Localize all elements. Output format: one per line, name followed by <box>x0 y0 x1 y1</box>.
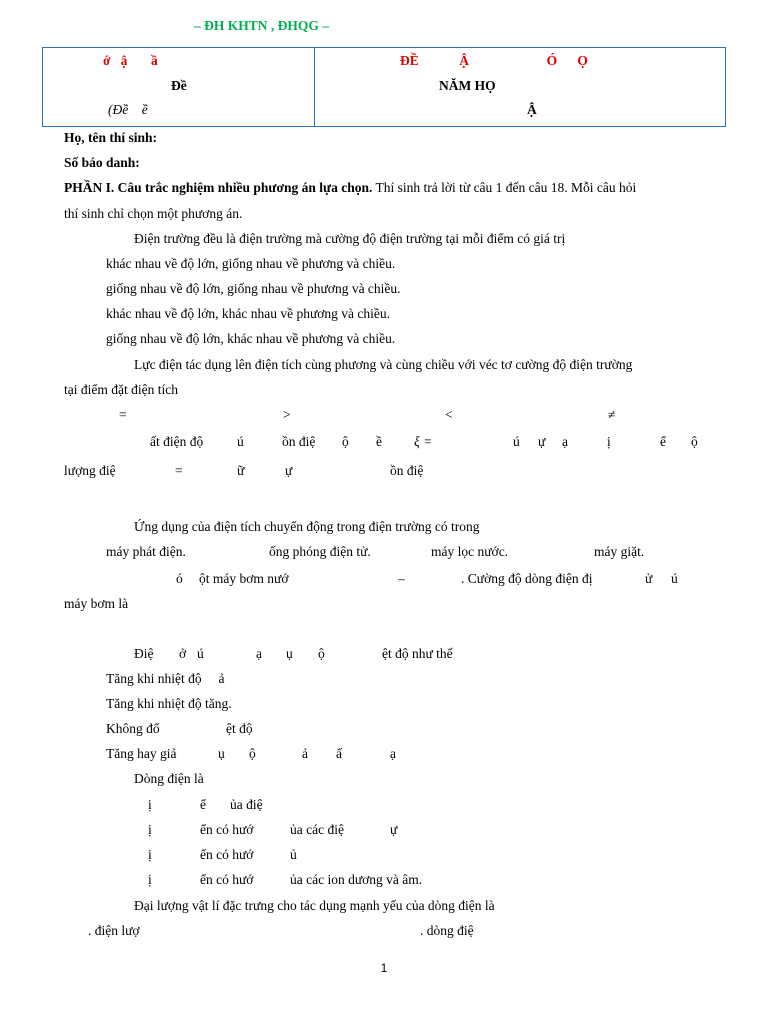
q3-frag-f: ú <box>513 434 520 449</box>
q6-frag-d: ạ <box>256 646 262 661</box>
part1-heading-line <box>64 179 636 197</box>
q6-option-b: Tăng khi nhiệt độ tăng. <box>106 696 232 711</box>
q3-frag-j: ể <box>660 434 666 449</box>
q6-opt4-e: ạ <box>390 746 396 761</box>
q4-option-b: ống phóng điện tử. <box>269 544 371 559</box>
q3-frag-g: ự <box>538 434 546 449</box>
q1-stem: Điện trường đều là điện trường mà cường độ điện trường tại mỗi điểm có giá trị <box>134 231 566 246</box>
q5-frag-d: . Cường độ dòng điện đị <box>461 571 593 586</box>
q7-stem: Dòng điện là <box>134 771 204 786</box>
q3-frag-d: ộ <box>342 434 349 449</box>
header-left-line1: ớ ậ ầ <box>103 53 158 68</box>
q6-option-c: Không đổ <box>106 721 160 736</box>
q6-frag-f: ộ <box>318 646 325 661</box>
q3-line2-b: = <box>175 463 183 478</box>
q7-a-1: ị <box>148 797 152 812</box>
q8-option-b: . dòng điệ <box>420 923 474 938</box>
q3-frag-i: ị <box>607 434 611 449</box>
q6-opt4-b: ộ <box>249 746 256 761</box>
header-right-line1: ĐỀ Ậ Ó Ọ <box>400 53 588 68</box>
q7-b-2: ển có hướ <box>200 822 254 837</box>
q7-d-2: ển có hướ <box>200 872 254 887</box>
q3-line2-d: ự <box>285 463 293 478</box>
q6-option-c-tail: ệt độ <box>226 721 253 736</box>
student-name-label: Họ, tên thí sinh: <box>64 130 158 145</box>
part1-instruction: Thí sinh trả lời từ câu 1 đến câu 18. Mỗi câu hỏi <box>372 180 637 195</box>
q3-line2-e: ồn điệ <box>390 463 424 478</box>
top-banner: – ĐH KHTN , ĐHQG – <box>194 18 330 33</box>
q3-frag-b: ú <box>237 434 244 449</box>
q7-c-2: ển có hướ <box>200 847 254 862</box>
student-id-label: Số báo danh: <box>64 155 140 170</box>
q8-stem: Đại lượng vật lí đặc trưng cho tác dụng mạnh yếu của dòng điện là <box>134 898 495 913</box>
q8-option-a: . điện lượ <box>88 923 140 938</box>
q6-option-a: Tăng khi nhiệt độ ả <box>106 671 225 686</box>
header-box <box>42 47 726 127</box>
part1-instruction-2: thí sinh chỉ chọn một phương án. <box>64 206 243 221</box>
q1-option-c: khác nhau về độ lớn, khác nhau về phương và chiều. <box>106 306 391 321</box>
q7-a-3: ủa điệ <box>230 797 263 812</box>
q1-option-b: giống nhau về độ lớn, giống nhau về phương và chiều. <box>106 281 401 296</box>
q7-c-3: ủ <box>290 847 297 862</box>
q4-option-d: máy giặt. <box>594 544 645 559</box>
q6-opt4-a: ụ <box>218 746 225 761</box>
q7-b-4: ự <box>390 822 398 837</box>
q3-frag-c: ồn điệ <box>282 434 316 449</box>
q3-frag-a: ất điện độ <box>150 434 204 449</box>
q4-option-c: máy lọc nước. <box>431 544 509 559</box>
page-number: 1 <box>380 961 388 975</box>
q6-frag-g: ệt độ như thế <box>382 646 453 661</box>
q3-emf-symbol: ξ = <box>414 434 433 449</box>
q1-option-d: giống nhau về độ lớn, khác nhau về phương và chiều. <box>106 331 396 346</box>
q5-frag-b: ột máy bơm nướ <box>199 571 289 586</box>
q7-d-1: ị <box>148 872 152 887</box>
q3-frag-e: ề <box>376 434 382 449</box>
q2-option-d: ≠ <box>608 407 616 422</box>
q7-a-2: ể <box>200 797 206 812</box>
header-right-line3: Ậ <box>527 102 537 117</box>
part1-heading: PHẦN I. Câu trắc nghiệm nhiều phương án lựa chọn. <box>64 180 373 195</box>
q5-frag-f: ú <box>671 571 678 586</box>
q5-frag-a: ó <box>176 571 183 586</box>
q6-opt4-c: ả <box>302 746 308 761</box>
q6-frag-a: Điệ <box>134 646 154 661</box>
q6-frag-b: ở <box>179 646 187 661</box>
q4-stem: Ứng dụng của điện tích chuyển động trong điện trường có trong <box>134 519 480 534</box>
q2-stem-2: tại điểm đặt điện tích <box>64 382 178 397</box>
q3-line2-a: lượng điệ <box>64 463 116 478</box>
q2-stem-1: Lực điện tác dụng lên điện tích cùng phương và cùng chiều với véc tơ cường độ điện trường <box>134 357 633 372</box>
header-left-line2: Đề <box>171 78 187 93</box>
header-right-line2: NĂM HỌ <box>439 78 496 93</box>
q5-frag-e: ử <box>645 571 653 586</box>
q3-line2-c: ữ <box>237 463 245 478</box>
q7-b-1: ị <box>148 822 152 837</box>
q4-option-a: máy phát điện. <box>106 544 186 559</box>
q7-d-3: ủa các ion dương và âm. <box>290 872 423 887</box>
q2-option-c: < <box>445 407 453 422</box>
q3-frag-h: ạ <box>562 434 568 449</box>
q7-c-1: ị <box>148 847 152 862</box>
q6-frag-e: ụ <box>286 646 293 661</box>
q5-line2: máy bơm là <box>64 596 129 611</box>
header-divider <box>314 48 315 126</box>
q1-option-a: khác nhau về độ lớn, giống nhau về phương và chiều. <box>106 256 396 271</box>
q6-option-d: Tăng hay giả <box>106 746 177 761</box>
header-left-line3: (Đề ề <box>108 102 148 117</box>
q3-frag-k: ộ <box>691 434 698 449</box>
q5-frag-c: – <box>398 571 405 586</box>
q7-b-3: ủa các điệ <box>290 822 344 837</box>
q6-frag-c: ú <box>197 646 204 661</box>
q2-option-b: > <box>283 407 291 422</box>
q6-opt4-d: ấ <box>336 746 342 761</box>
q2-option-a: = <box>119 407 127 422</box>
